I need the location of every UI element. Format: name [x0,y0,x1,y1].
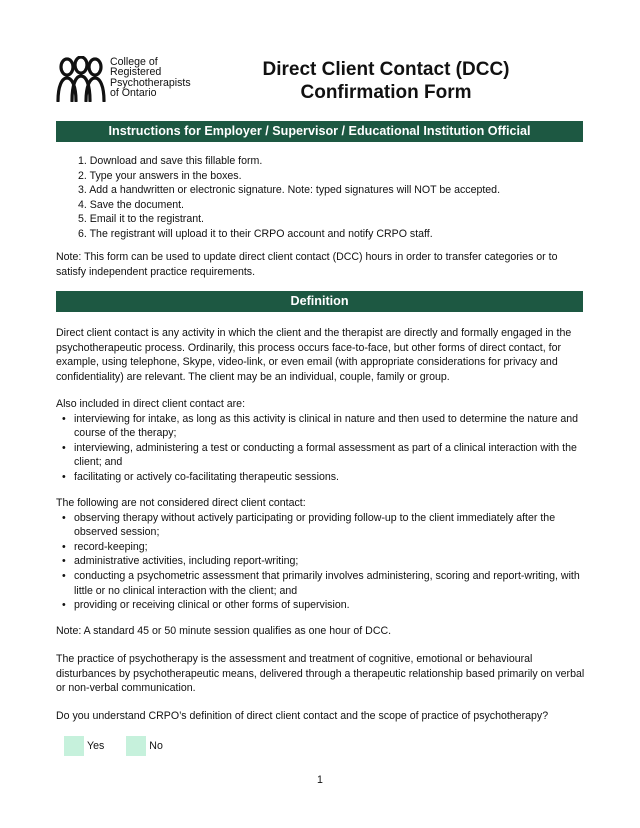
list-item [56,470,586,485]
form-title-line2: Confirmation Form [300,82,472,103]
people-logo-icon [56,56,106,102]
bullet-icon: • [62,470,66,483]
list-item [56,511,586,540]
list-item [56,598,586,613]
bullet-icon: • [62,569,66,582]
included-heading: Also included in direct client contact are: [56,398,246,410]
practice-definition: The practice of psychotherapy is the assessment and treatment of cognitive, emotional or behavioural disturbances by psychotherapeutic means, delivered through a therapeutic relationship based primarily on verbal or non-verbal communication. [56,653,585,695]
list-item-text: interviewing, administering a test or conducting a formal assessment as part of a clinical interaction with the client; and [74,441,577,469]
instructions-note: Note: This form can be used to update direct client contact (DCC) hours in order to transfer categories or to satisfy independent practice requirements. [56,251,558,278]
instruction-step: 4. Save the document. [78,198,185,211]
form-title-line1: Direct Client Contact (DCC) [262,59,510,80]
instruction-step: 5. Email it to the registrant. [78,213,205,226]
list-item-text: interviewing for intake, as long as this activity is clinical in nature and then used to determine the nature and course of the therapy; [74,412,579,440]
yes-checkbox[interactable] [64,736,84,756]
instruction-step: 6. The registrant will upload it to their CRPO account and notify CRPO staff. [78,227,433,240]
org-name-line: of Ontario [110,86,157,99]
list-item-text: providing or receiving clinical or other forms of supervision. [74,599,350,612]
bullet-icon: • [62,511,66,524]
list-item-text: facilitating or actively co-facilitating therapeutic sessions. [74,470,339,483]
bullet-icon: • [62,540,66,553]
org-name [110,57,191,98]
no-option[interactable] [126,736,163,756]
bullet-icon: • [62,599,66,612]
list-item-text: conducting a psychometric assessment that primarily involves administering, scoring and report-writing, with little or no clinical interaction with the client; and [74,569,580,597]
list-item [56,441,586,470]
definition-intro: Direct client contact is any activity in which the client and the therapist are directly and formally engaged in the psychotherapeutic process. Ordinarily, this process occurs face-to-face, but other forms of direct contact, for example, using telephone, Skype, video-link, or even email (with appropriate considerations for privacy and confidentiality) are relevant. The client may be an individual, couple, family or group. [56,327,572,383]
yes-label: Yes [87,739,105,752]
page-number: 1 [317,774,323,786]
list-item-text: observing therapy without actively participating or providing follow-up to the client immediately after the observed session; [74,511,556,539]
included-section [56,397,586,485]
excluded-section [56,496,586,613]
excluded-list [56,511,586,613]
answer-options [64,736,185,756]
list-item [56,569,586,598]
bullet-icon: • [62,555,66,568]
instructions-heading: Instructions for Employer / Supervisor / Educational Institution Official [56,121,583,142]
crpo-logo [56,56,191,102]
session-note: Note: A standard 45 or 50 minute session qualifies as one hour of DCC. [56,625,392,637]
list-item [56,554,586,569]
excluded-heading: The following are not considered direct client contact: [56,497,306,509]
org-name-line: Psychotherapists [110,76,191,89]
list-item-text: record-keeping; [74,540,148,553]
no-checkbox[interactable] [126,736,146,756]
org-name-line: Registered [110,66,162,79]
included-list [56,412,586,485]
list-item [56,540,586,555]
bullet-icon: • [62,412,66,425]
list-item [56,412,586,441]
no-label: No [149,739,163,752]
instruction-step: 1. Download and save this fillable form. [78,155,263,167]
bullet-icon: • [62,441,66,454]
org-name-line: College of [110,56,158,68]
instructions-list [78,154,500,242]
instruction-step: 2. Type your answers in the boxes. [78,169,242,182]
understanding-question: Do you understand CRPO’s definition of direct client contact and the scope of practice of psychotherapy? [56,710,549,722]
list-item-text: administrative activities, including report-writing; [74,555,299,568]
definition-heading: Definition [56,291,583,312]
instruction-step: 3. Add a handwritten or electronic signature. Note: typed signatures will NOT be accepted. [78,184,501,197]
form-title [236,58,536,104]
yes-option[interactable] [64,736,104,756]
